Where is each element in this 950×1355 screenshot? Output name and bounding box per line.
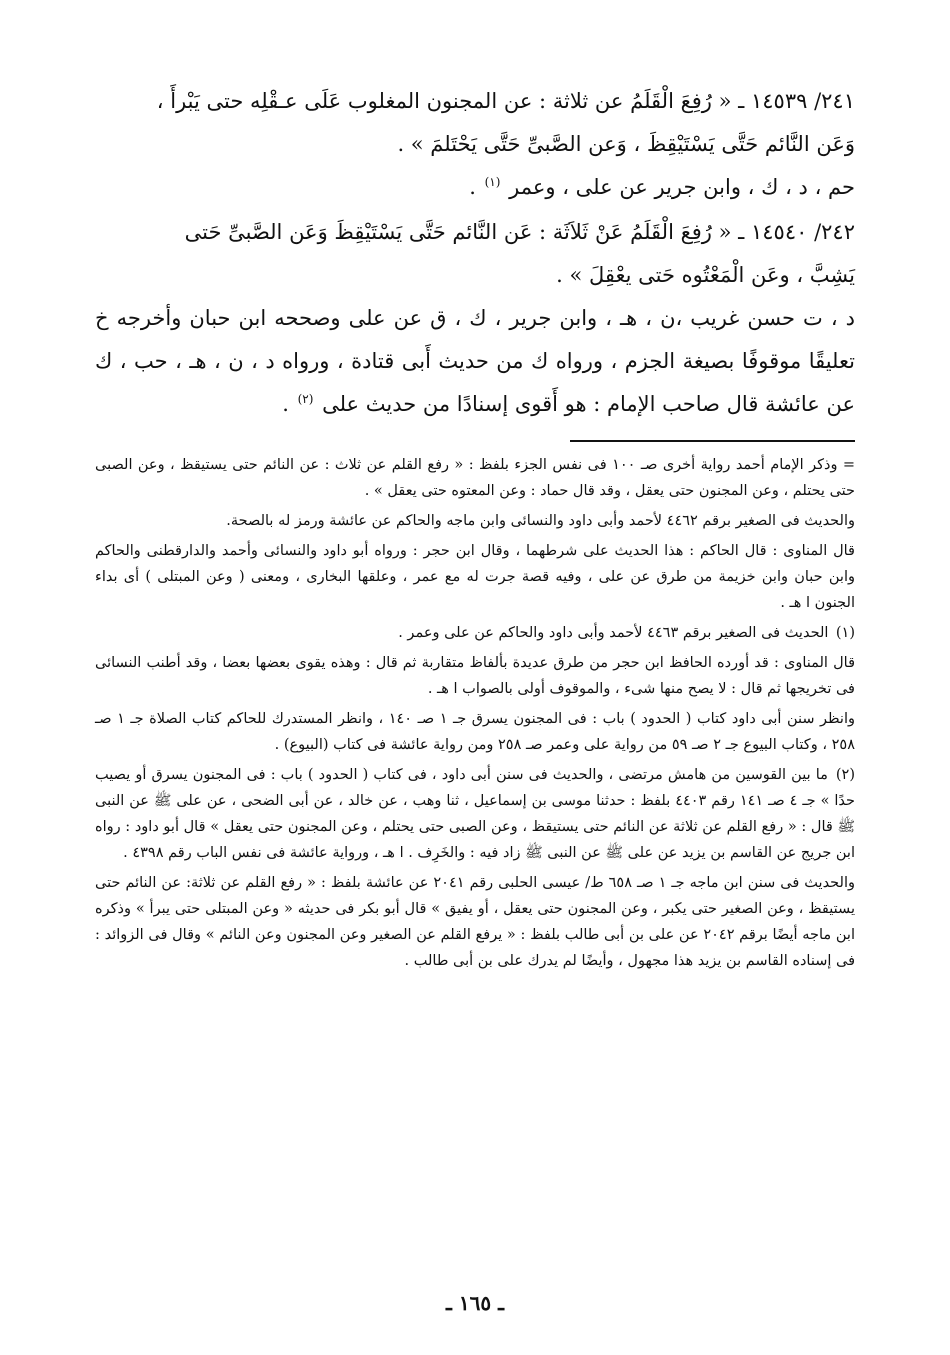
- footnote-reference[interactable]: (٢): [297, 392, 314, 406]
- footnote-divider: [570, 440, 855, 442]
- footnote-paragraph: والحديث فى سنن ابن ماجه جـ ١ صـ ٦٥٨ ط/ عيسى الحلبى رقم ٢٠٤١ عن عائشة بلفظ : « رفع القلم عن ثلاثة: عن النائم حتى يستيقظ ، وعن الصغير حتى يكبر ، وعن المجنون حتى يعقل ، أو يفيق » قال أبو بكر فى حديثه « وعن المبتلى حتى يبرأ » وذكره ابن ماجه أيضًا برقم ٢٠٤٢ عن على بن أبى طالب بلفظ : « يرفع القلم عن الصغير وعن المجنون وعن النائم » وقال فى الزوائد : فى إسناده القاسم بن يزيد هذا مجهول ، وأيضًا لم يدرك على بن أبى طالب .: [95, 875, 855, 969]
- sources-text: د ، ت حسن غريب ،ن ، هـ ، وابن جرير ، ك ، ق عن على وصححه ابن حبان وأخرجه خ تعليقًا موقوفًا بصيغة الجزم ، ورواه ك من حديث أَبى قتادة ، ورواه د ، ن ، هـ ، حب ، ك عن عائشة قال صاحب الإمام : هو أَقوى إسنادًا من حديث على: [95, 306, 855, 416]
- footnote-reference[interactable]: (١): [484, 175, 501, 189]
- footnote-paragraph: = وذكر الإمام أحمد رواية أخرى صـ ١٠٠ فى نفس الجزء بلفظ : « رفع القلم عن ثلاث : عن النائم حتى يستيقظ ، وعن الصبى حتى يحتلم ، وعن المجنون حتى يعقل ، وقد قال حماد : وعن المعتوه حتى يعقل » .: [95, 457, 856, 499]
- main-text: [95, 80, 855, 426]
- footnote-paragraph: وانظر سنن أبى داود كتاب ( الحدود ) باب : فى المجنون يسرق جـ ١ صـ ١٤٠ ، وانظر المستدرك للحاكم كتاب الصلاة جـ ١ صـ ٢٥٨ ، وكتاب البيوع جـ ٢ صـ ٥٩ من رواية على وعمر صـ ٢٥٨ ومن رواية عائشة فى كتاب (البيوع) .: [95, 711, 855, 753]
- footnote-1: [95, 620, 855, 646]
- hadith-entry: [95, 211, 855, 426]
- page-number: ـ ١٦٥ ـ: [446, 1291, 504, 1315]
- hadith-text-line: وَعَن النَّائم حَتَّى يَسْتَيْقِظَ ، وَعن الصَّبىِّ حَتَّى يَحْتَلمَ » .: [397, 132, 855, 156]
- hadith-text-line: يَشِبَّ ، وعَن الْمَعْتُوه حَتى يعْقِلَ » .: [556, 263, 855, 287]
- footnote-2: [95, 762, 855, 866]
- footnote-text: ما بين القوسين من هامش مرتضى ، والحديث فى سنن أبى داود ، فى كتاب ( الحدود ) باب : فى المجنون يسرق أو يصيب حدًا » جـ ٤ صـ ١٤١ رقم ٤٤٠٣ بلفظ : حدثنا موسى بن إسماعيل ، ثنا وهب ، عن خالد ، عن أبى الضحى ، عن على ﷺ عن النبى ﷺ قال : « رفع القلم عن ثلاثة عن النائم حتى يستيقظ ، وعن الصبى حتى يحتلم ، وعن المجنون حتى يعقل » قال أبو داود : رواه ابن جريج عن القاسم بن يزيد عن على ﷺ عن النبى ﷺ زاد فيه : والخَرِف . ا هـ ، ورواية عائشة فى نفس الباب رقم ٤٣٩٨ .: [95, 767, 855, 861]
- hadith-entry: [95, 80, 855, 209]
- hadith-text-line: ٢٤١/ ١٤٥٣٩ ـ « رُفِعَ الْقَلَمُ عن ثلاثة : عن المجنون المغلوب عَلَى عـقْلِه حتى يَبْرأَ ،: [156, 89, 855, 113]
- footnote-paragraph: قال المناوى : قد أورده الحافظ ابن حجر من طرق عديدة بألفاظ متقاربة ثم قال : وهذه يقوى بعضها بعضا ، وقد أطنب النسائى فى تخريجها ثم قال : لا يصح منها شىء ، والموقوف أولى بالصواب ا هـ .: [95, 655, 855, 697]
- period: .: [469, 175, 476, 199]
- hadith-sources: [95, 297, 855, 426]
- footnote-paragraph: والحديث فى الصغير برقم ٤٤٦٢ لأحمد وأبى داود والنسائى وابن ماجه والحاكم عن عائشة ورمز له بالصحة.: [226, 513, 855, 529]
- period: .: [282, 392, 289, 416]
- footnote-paragraph: قال المناوى : قال الحاكم : هذا الحديث على شرطهما ، وقال ابن حجر : ورواه أبو داود والنسائى وأحمد والدارقطنى والحاكم وابن حبان وابن خزيمة من طرق عن على ، وفيه قصة جرت له مع عمر ، وعلقها البخارى ، ومعنى ( وعن المبتلى ) أى بداء الجنون ا هـ .: [95, 543, 855, 611]
- footnote-number: (٢): [835, 767, 855, 783]
- hadith-text-line: ٢٤٢/ ١٤٥٤٠ ـ « رُفِعَ الْقَلَمُ عَنْ ثَلاَثَة : عَن النَّائم حَتَّى يَسْتَيْقِظَ وَعَن الصَّبىِّ حَتى: [184, 220, 855, 244]
- footnote-number: (١): [835, 625, 855, 641]
- sources-text: حم ، د ، ك ، وابن جرير عن على ، وعمر: [509, 175, 855, 199]
- footnotes-section: [95, 452, 855, 974]
- hadith-sources: [95, 166, 855, 209]
- footnote-text: الحديث فى الصغير برقم ٤٤٦٣ لأحمد وأبى داود والحاكم عن على وعمر .: [398, 625, 829, 641]
